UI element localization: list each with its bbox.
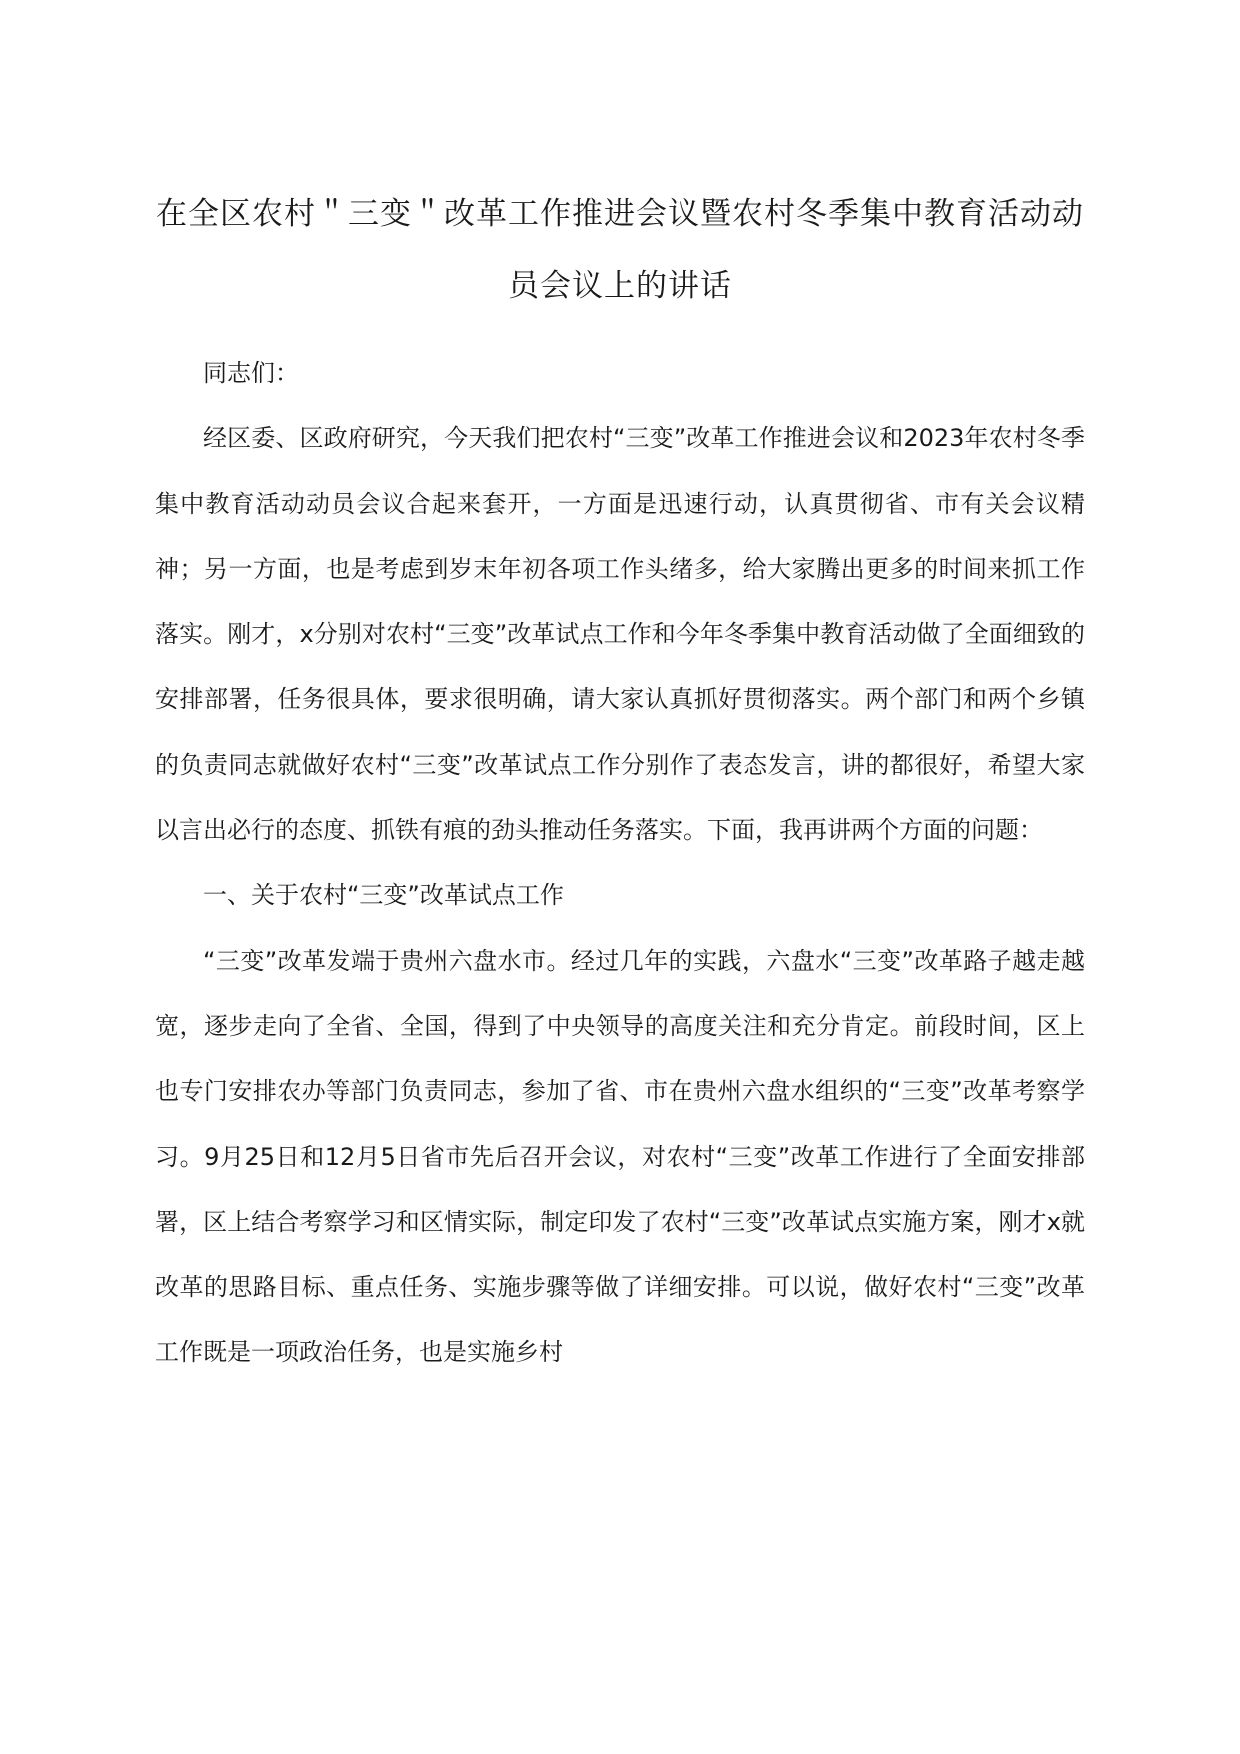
section-heading: 一、关于农村“三变”改革试点工作 <box>203 881 564 910</box>
document-body <box>155 341 1085 1386</box>
document-title <box>150 178 1090 322</box>
document-title-line-2: 员会议上的讲话 <box>508 268 732 304</box>
intro-paragraph: 经区委、区政府研究，今天我们把农村“三变”改革工作推进会议和2023年农村冬季集中教育活动动员会议合起来套开，一方面是迅速行动，认真贯彻省、市有关会议精神；另一方面，也是考虑到岁末年初各项工作头绪多，给大家腾出更多的时间来抓工作落实。刚才，x分别对农村“三变”改革试点工作和今年冬季集中教育活动做了全面细致的安排部署，任务很具体，要求很明确，请大家认真抓好贯彻落实。两个部门和两个乡镇的负责同志就做好农村“三变”改革试点工作分别作了表态发言，讲的都很好，希望大家以言出必行的态度、抓铁有痕的劲头推动任务落实。下面，我再讲两个方面的问题： <box>155 424 1085 845</box>
body-paragraph: “三变”改革发端于贵州六盘水市。经过几年的实践，六盘水“三变”改革路子越走越宽，逐步走向了全省、全国，得到了中央领导的高度关注和充分肯定。前段时间，区上也专门安排农办等部门负责同志，参加了省、市在贵州六盘水组织的“三变”改革考察学习。9月25日和12月5日省市先后召开会议，对农村“三变”改革工作进行了全面安排部署，区上结合考察学习和区情实际，制定印发了农村“三变”改革试点实施方案，刚才x就改革的思路目标、重点任务、实施步骤等做了详细安排。可以说，做好农村“三变”改革工作既是一项政治任务，也是实施乡村 <box>155 946 1085 1367</box>
salutation-paragraph: 同志们： <box>203 359 299 387</box>
document-title-line-1: 在全区农村＂三变＂改革工作推进会议暨农村冬季集中教育活动动 <box>156 196 1084 232</box>
